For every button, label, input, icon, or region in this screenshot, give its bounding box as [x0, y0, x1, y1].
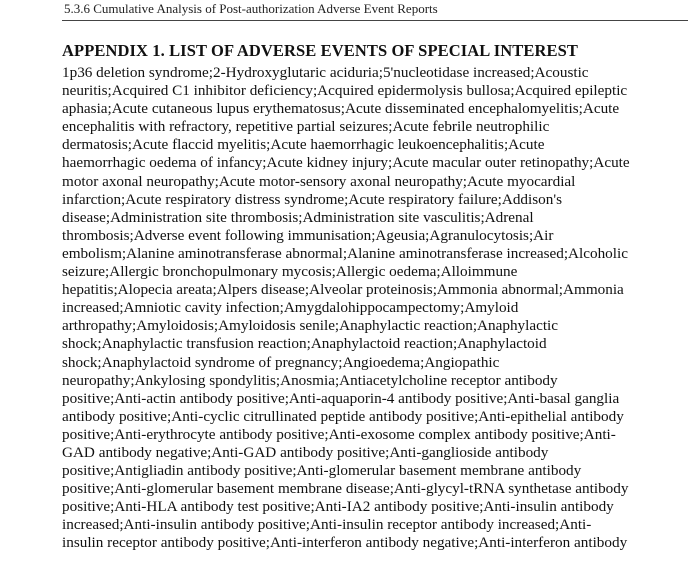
list-line: arthropathy;Amyloidosis;Amyloidosis senile;Anaphylactic reaction;Anaphylactic: [62, 317, 559, 335]
list-line: seizure;Allergic bronchopulmonary mycosis;Allergic oedema;Alloimmune: [62, 263, 518, 281]
list-line: positive;Anti-HLA antibody test positive;Anti-IA2 antibody positive;Anti-insulin antibody: [62, 498, 614, 516]
list-line: insulin receptor antibody positive;Anti-interferon antibody negative;Anti-interferon antibody: [62, 534, 628, 552]
list-line: thrombosis;Adverse event following immunisation;Ageusia;Agranulocytosis;Air: [62, 226, 554, 244]
list-line: aphasia;Acute cutaneous lupus erythematosus;Acute disseminated encephalomyelitis;Acute: [62, 100, 620, 118]
list-line: GAD antibody negative;Anti-GAD antibody positive;Anti-ganglioside antibody: [62, 443, 549, 461]
list-line: increased;Amniotic cavity infection;Amygdalohippocampectomy;Amyloid: [62, 299, 519, 317]
header-rule: [62, 20, 688, 21]
list-line: infarction;Acute respiratory distress syndrome;Acute respiratory failure;Addison's: [62, 190, 562, 208]
list-line: shock;Anaphylactoid syndrome of pregnancy;Angioedema;Angiopathic: [62, 353, 500, 371]
running-header: 5.3.6 Cumulative Analysis of Post-authorization Adverse Event Reports: [64, 1, 438, 16]
list-line: neuropathy;Ankylosing spondylitis;Anosmia;Antiacetylcholine receptor antibody: [62, 371, 558, 389]
list-line: 1p36 deletion syndrome;2-Hydroxyglutaric aciduria;5'nucleotidase increased;Acoustic: [62, 64, 589, 81]
list-line: positive;Anti-erythrocyte antibody positive;Anti-exosome complex antibody positive;Anti-: [62, 425, 616, 443]
list-line: haemorrhagic oedema of infancy;Acute kidney injury;Acute macular outer retinopathy;Acute: [62, 154, 630, 172]
list-line: motor axonal neuropathy;Acute motor-sensory axonal neuropathy;Acute myocardial: [62, 172, 576, 190]
list-line: positive;Anti-glomerular basement membrane disease;Anti-glycyl-tRNA synthetase antibody: [62, 480, 629, 498]
adverse-event-list: [62, 64, 684, 553]
appendix-title: APPENDIX 1. LIST OF ADVERSE EVENTS OF SPECIAL INTEREST: [62, 41, 578, 60]
list-line: antibody positive;Anti-cyclic citrullinated peptide antibody positive;Anti-epithelial antibody: [62, 407, 624, 425]
list-line: neuritis;Acquired C1 inhibitor deficiency;Acquired epidermolysis bullosa;Acquired epileptic: [62, 82, 628, 100]
list-line: positive;Antigliadin antibody positive;Anti-glomerular basement membrane antibody: [62, 462, 582, 480]
list-line: encephalitis with refractory, repetitive partial seizures;Acute febrile neutrophilic: [62, 118, 550, 136]
list-line: dermatosis;Acute flaccid myelitis;Acute haemorrhagic leukoencephalitis;Acute: [62, 136, 545, 154]
list-line: embolism;Alanine aminotransferase abnormal;Alanine aminotransferase increased;Alcoholic: [62, 244, 628, 262]
list-line: positive;Anti-actin antibody positive;Anti-aquaporin-4 antibody positive;Anti-basal ganglia: [62, 389, 620, 407]
list-line: shock;Anaphylactic transfusion reaction;Anaphylactoid reaction;Anaphylactoid: [62, 335, 547, 353]
list-line: hepatitis;Alopecia areata;Alpers disease;Alveolar proteinosis;Ammonia abnormal;Ammonia: [62, 281, 624, 299]
list-line: increased;Anti-insulin antibody positive;Anti-insulin receptor antibody increased;Anti-: [62, 516, 592, 534]
list-line: disease;Administration site thrombosis;Administration site vasculitis;Adrenal: [62, 208, 534, 226]
